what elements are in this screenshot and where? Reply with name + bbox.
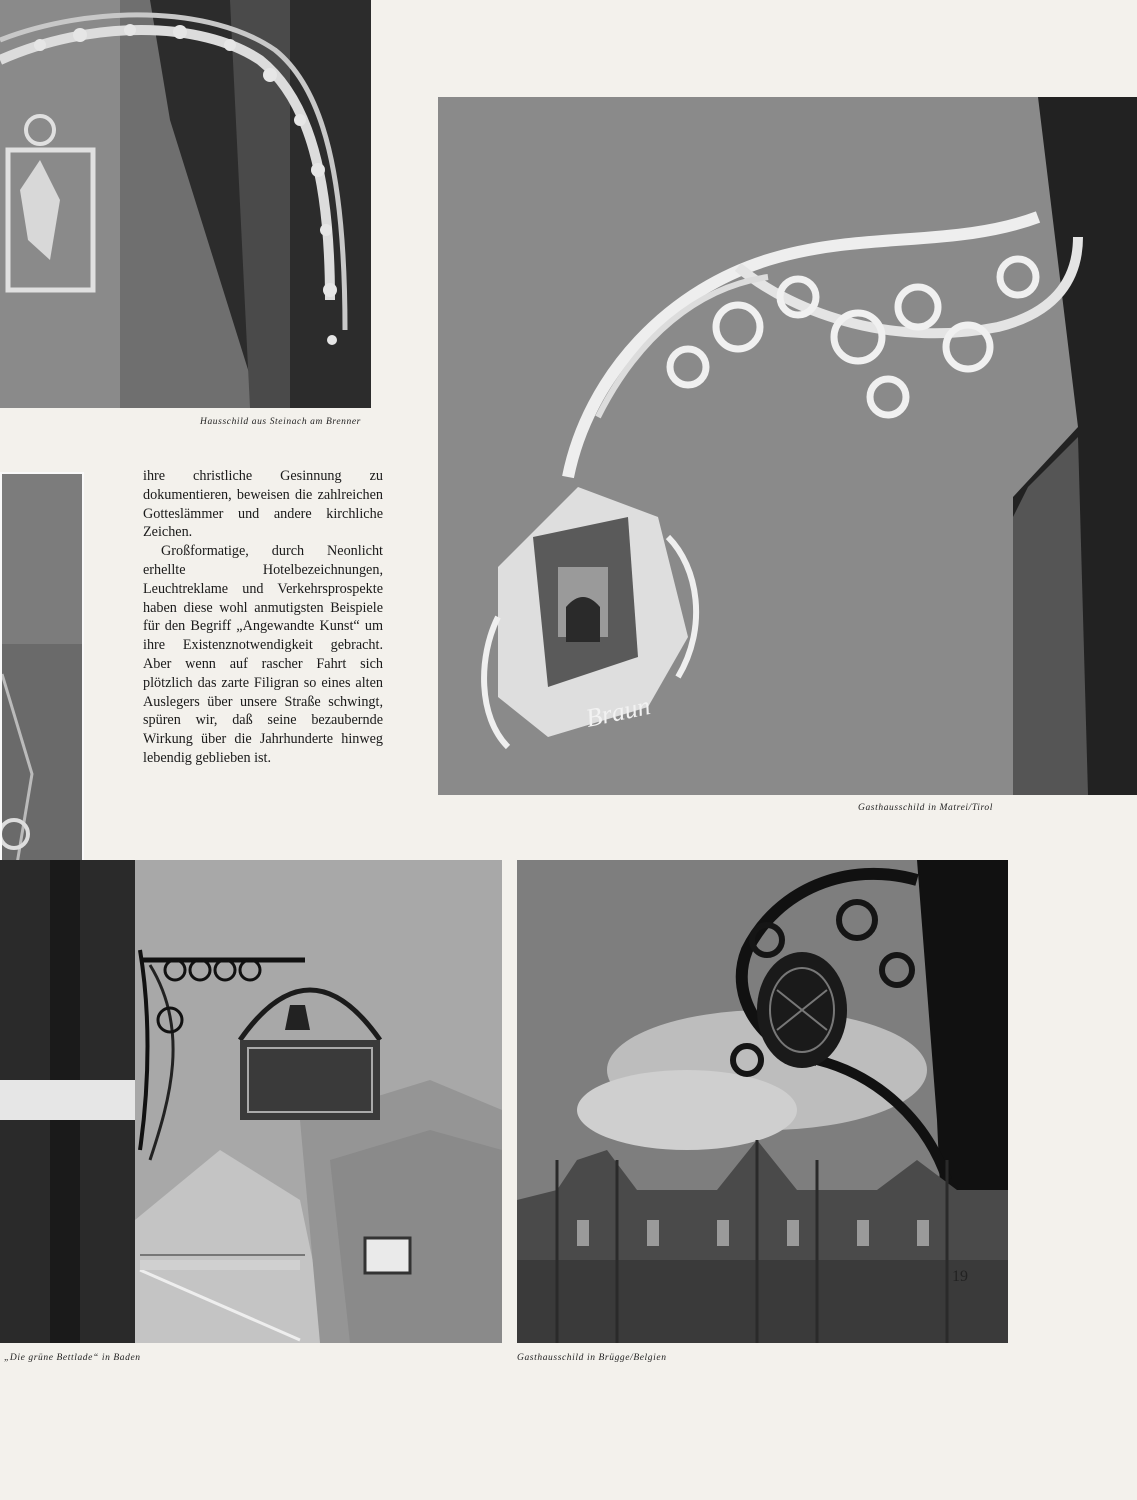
photo-steinach-sign bbox=[0, 0, 371, 408]
sign-lettering: Braun bbox=[583, 690, 653, 733]
caption-bruegge: Gasthausschild in Brügge/Belgien bbox=[517, 1353, 667, 1363]
photo-bettlade-sign bbox=[0, 860, 502, 1343]
paragraph-1: ihre christliche Gesinnung zu dokumentieren, beweisen die zahlreichen Gotteslämmer und andere kirchliche Zeichen. bbox=[143, 468, 383, 541]
body-text bbox=[143, 467, 383, 768]
paragraph-2: Großformatige, durch Neonlicht erhellte Hotelbezeichnungen, Leuchtreklame und Verkehrsprospekte haben diese wohl anmutigsten Beispiele für den Begriff „Angewandte Kunst“ um ihre Existenznotwendigkeit gebracht. Aber wenn auf rascher Fahrt sich plötzlich das zarte Filigran so eines alten Auslegers über unsere Straße schwingt, spüren wir, daß seine bezaubernde Wirkung über die Jahrhunderte hinweg lebendig geblieben ist. bbox=[143, 543, 383, 766]
caption-matrei: Gasthausschild in Matrei/Tirol bbox=[858, 803, 994, 813]
caption-steinach: Hausschild aus Steinach am Brenner bbox=[200, 417, 361, 427]
photo-matrei-sign bbox=[438, 97, 1137, 795]
photo-bruegge-sign bbox=[517, 860, 1008, 1343]
page-number: 19 bbox=[952, 1268, 968, 1285]
caption-bettlade: „Die grüne Bettlade“ in Baden bbox=[4, 1353, 141, 1363]
